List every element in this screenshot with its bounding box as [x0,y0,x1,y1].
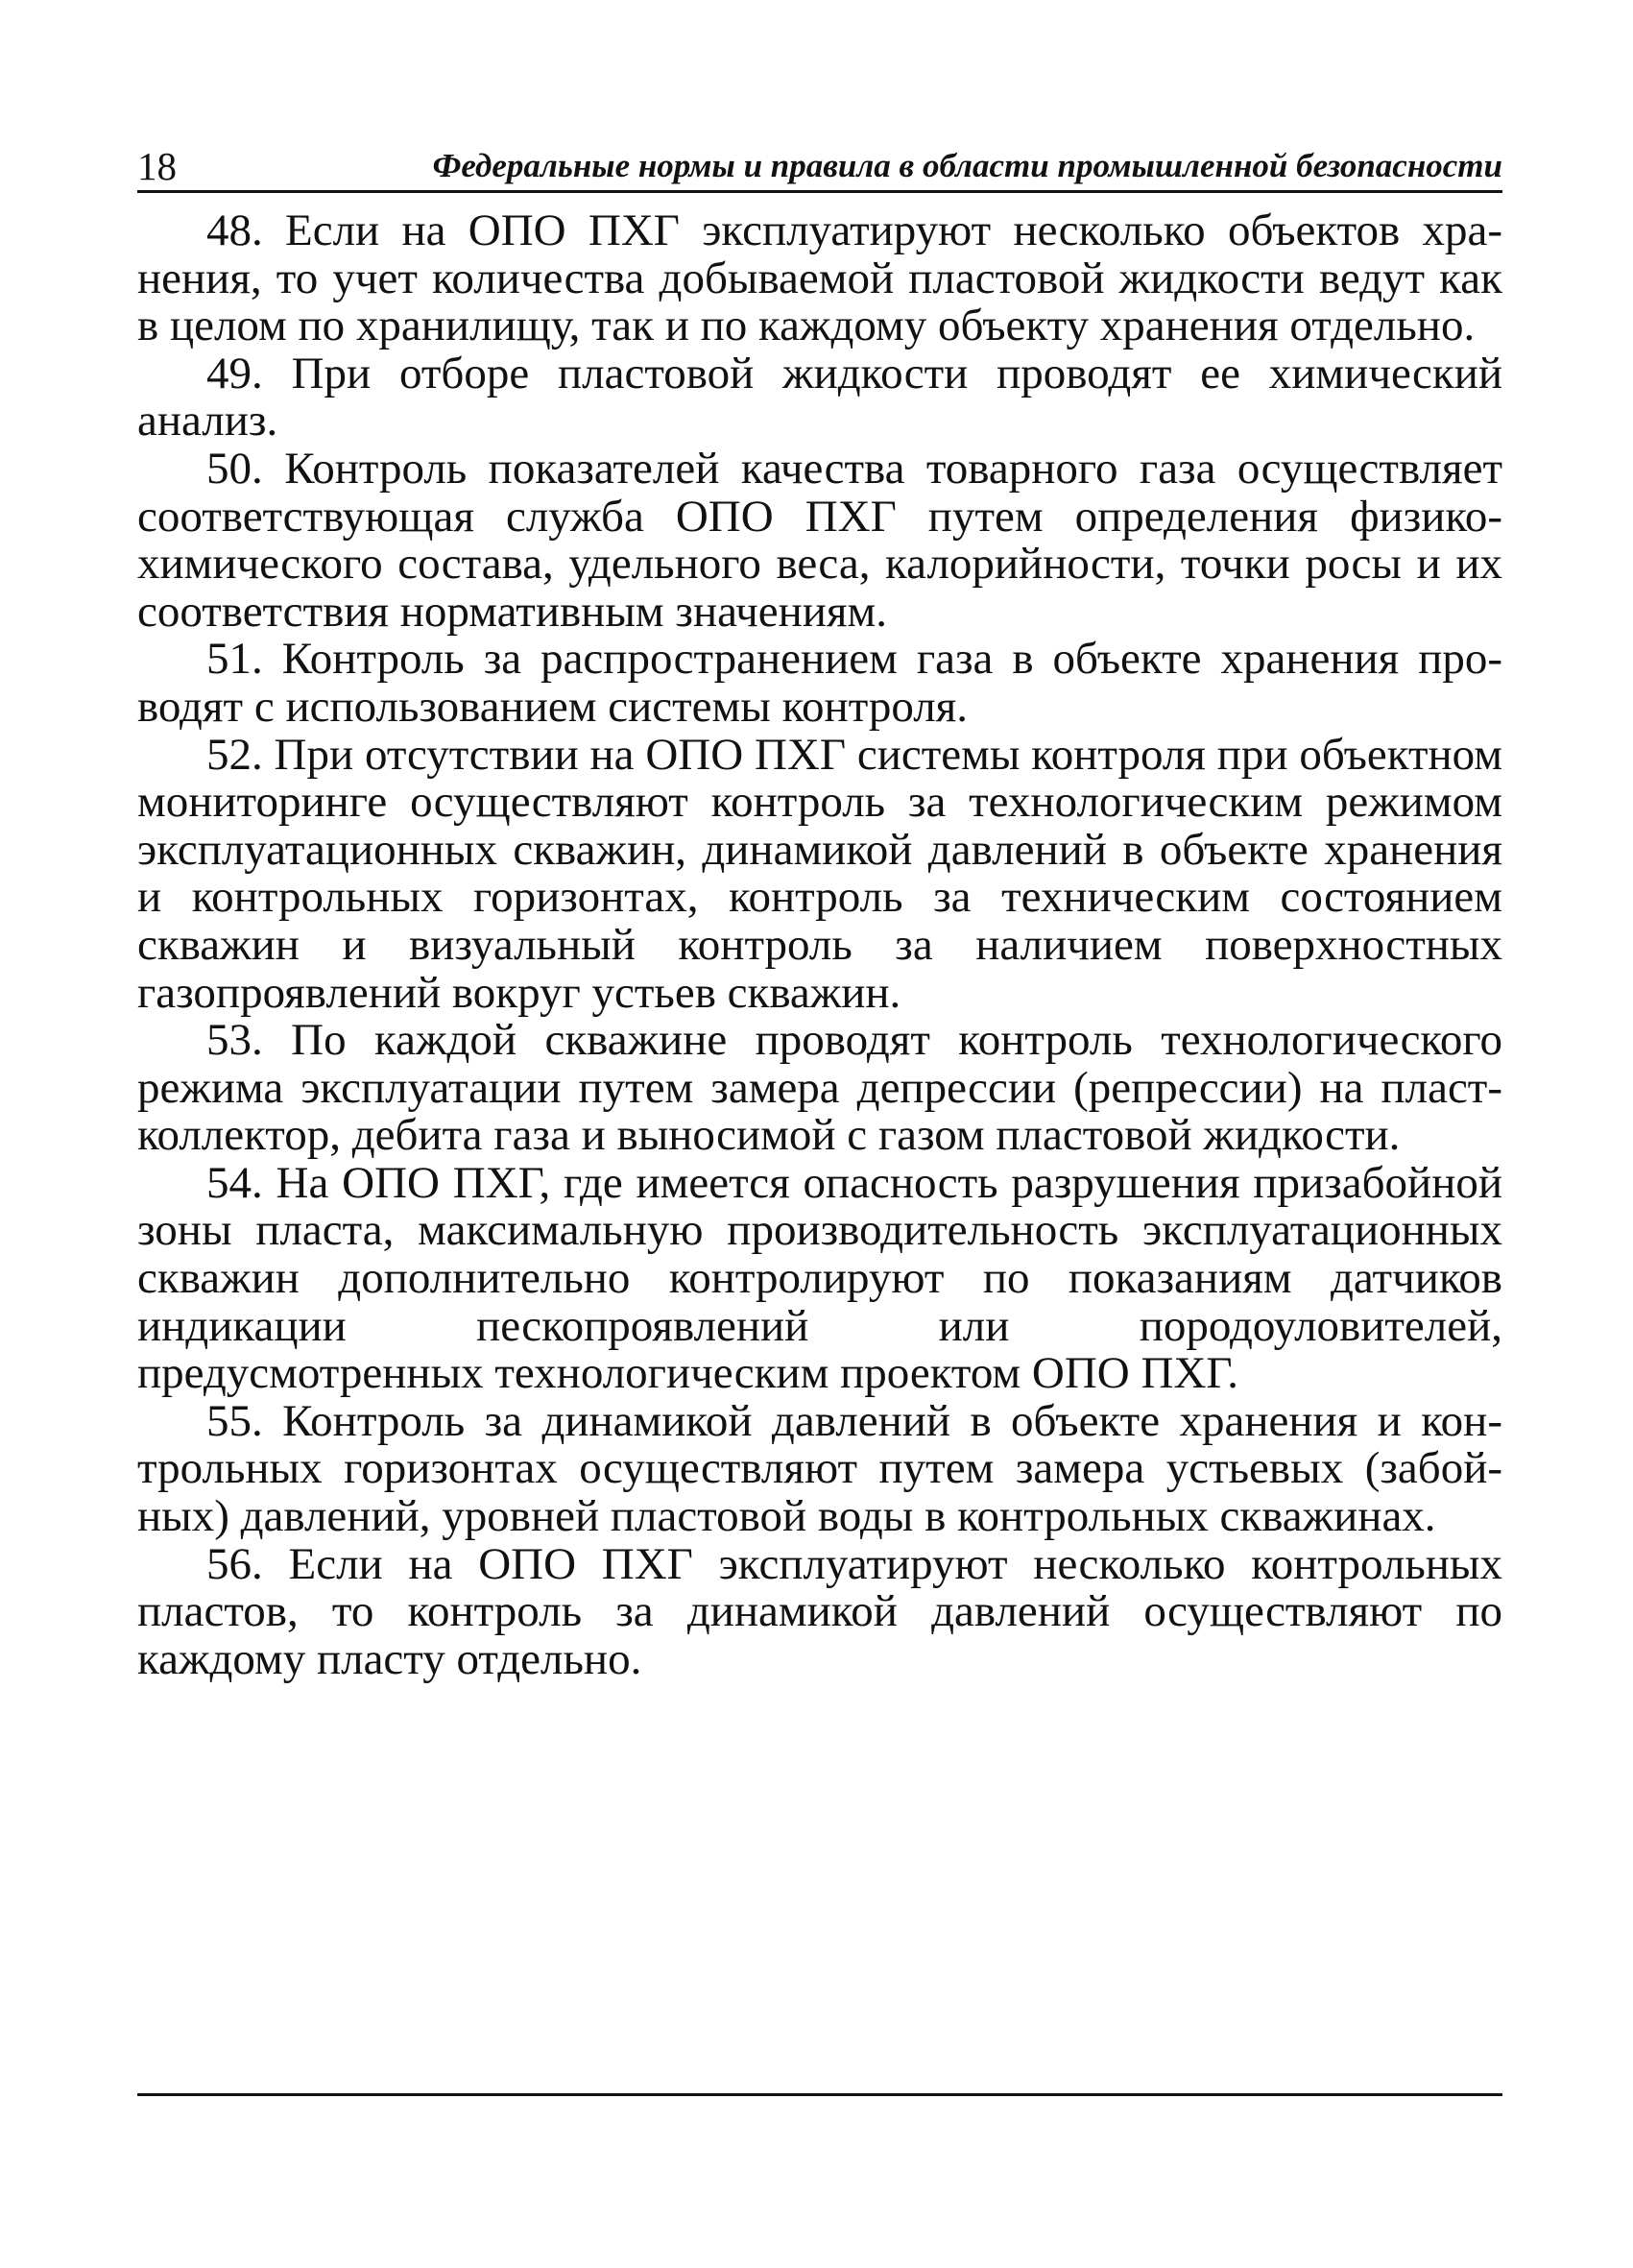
footer-rule [137,2093,1502,2096]
paragraph-50: 50. Контроль показателей качества товарного газа осуществляет соответствующая служба ОПО ПХГ путем определения физико-химического состава, удельного веса, калорийности, точки росы и их соответствия нормативным значениям. [137,443,1502,637]
paragraph-54: 54. На ОПО ПХГ, где имеется опасность разрушения призабойной зоны пласта, максимальную производительность эксплуатационных скважин дополнительно контролируют по показаниям датчиков индикации пескопроявлений или породоуловителей, предусмотренных технологическим проектом ОПО ПХГ. [137,1157,1502,1399]
page-number: 18 [137,144,177,188]
paragraph-55: 55. Контроль за динамикой давлений в объекте хранения и контрольных горизонтах осуществляют путем замера устьевых (забойных) давлений, уровней пластовой воды в контрольных скважинах. [137,1395,1502,1542]
paragraph-52: 52. При отсутствии на ОПО ПХГ системы контроля при объектном мониторинге осуществляют контроль за технологическим режимом эксплуатационных скважин, динамикой давлений в объекте хранения и контрольных горизонтах, контроль за техническим состоянием скважин и визуальный контроль за наличием поверхностных газопроявлений вокруг устьев скважин. [137,729,1502,1018]
body-text [137,207,1502,1683]
paragraph-56: 56. Если на ОПО ПХГ эксплуатируют несколько контрольных пластов, то контроль за динамикой давлений осуществляют по каждому пласту отдельно. [137,1538,1502,1684]
paragraph-51: 51. Контроль за распространением газа в объекте хранения проводят с использованием системы контроля. [137,634,1502,732]
page-header [137,133,1502,193]
paragraph-48: 48. Если на ОПО ПХГ эксплуатируют несколько объектов хранения, то учет количества добываемой пластовой жидкости ведут как в целом по хранилищу, так и по каждому объекту хранения отдельно. [137,205,1502,351]
paragraph-49: 49. При отборе пластовой жидкости проводят ее химический анализ. [137,348,1502,446]
paragraph-53: 53. По каждой скважине проводят контроль технологического режима эксплуатации путем замера депрессии (репрессии) на пласт-коллектор, дебита газа и выносимой с газом пластовой жидкости. [137,1015,1502,1161]
running-title: Федеральные нормы и правила в области промышленной безопасности [432,147,1502,184]
